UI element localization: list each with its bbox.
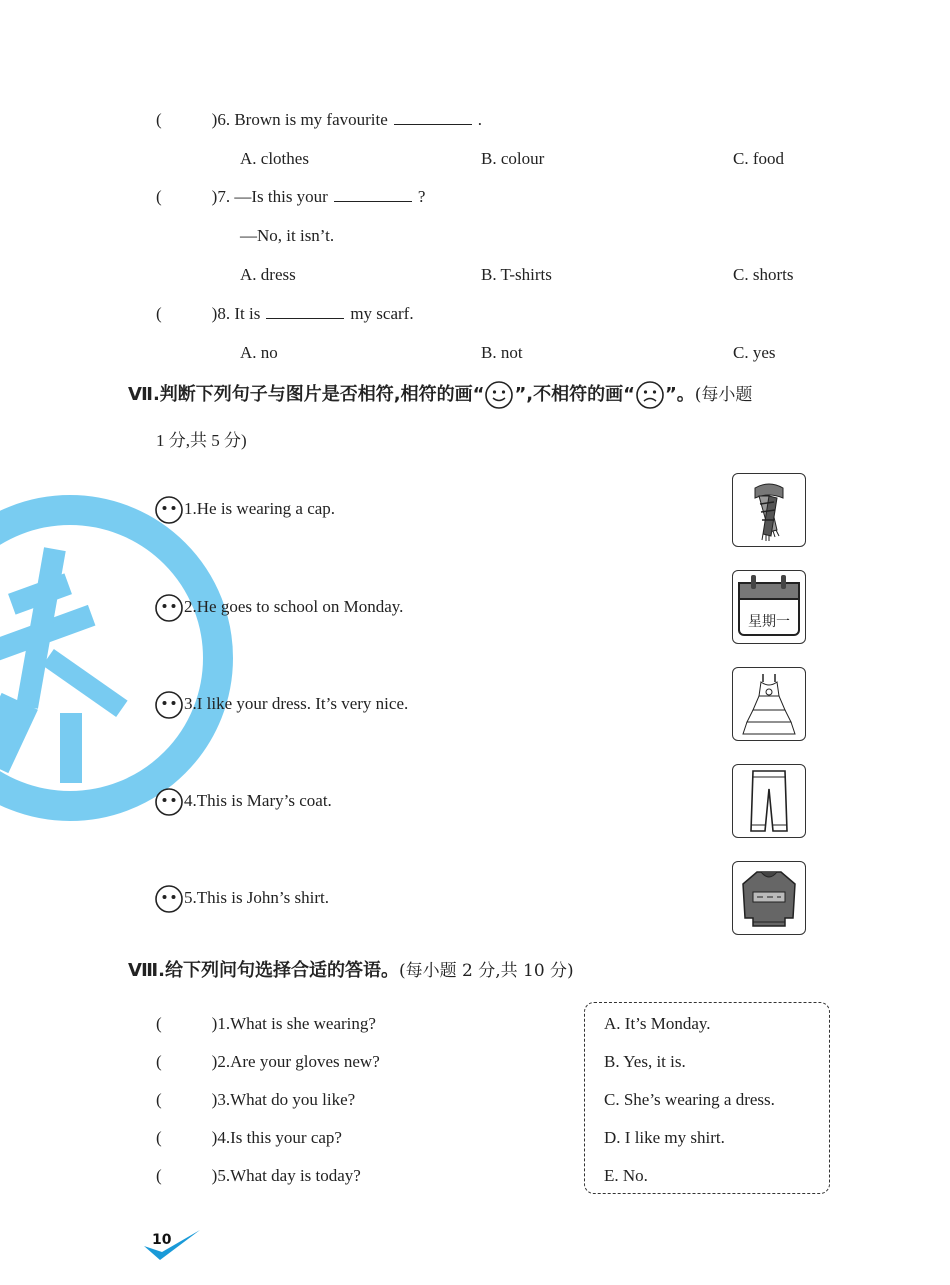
section-title: 判断下列句子与图片是否相符,相符的画“ [159,384,485,405]
section-numeral: Ⅷ. [128,960,165,981]
option-a[interactable]: A. no [240,343,278,362]
calendar-label: 星期一 [748,614,790,630]
blank-face-icon[interactable] [154,495,184,525]
sweater-image [732,861,806,935]
option-b[interactable]: B. T-shirts [481,265,552,284]
item-number: 1. [184,498,197,518]
option-b[interactable]: B. colour [481,149,545,168]
score-note: (每小题 2 分,共 10 分) [398,961,574,981]
answer-paren-open[interactable]: ( [156,187,162,206]
answer-option-a[interactable]: A. It’s Monday. [604,1014,711,1033]
item-text: I like your dress. It’s very nice. [196,693,409,713]
option-a[interactable]: A. dress [240,265,296,284]
fill-blank[interactable] [266,304,344,319]
question-7: ( )7. —Is this your ? [156,187,426,206]
judge-item-1 [154,495,335,525]
answer-option-e[interactable]: E. No. [604,1166,648,1185]
option-c[interactable]: C. shorts [733,265,794,284]
answer-option-d[interactable]: D. I like my shirt. [604,1128,725,1147]
match-question-3: ( )3.What do you like? [156,1090,356,1109]
sad-face-icon [635,380,665,410]
item-text: He is wearing a cap. [196,498,336,518]
question-number: 7. [217,187,231,206]
watermark-logo [0,488,250,828]
question-text: —Is this your [234,187,328,206]
option-b[interactable]: B. not [481,343,523,362]
answer-paren-open[interactable]: ( [156,304,162,323]
question-number: 5. [217,1166,231,1185]
fill-blank[interactable] [334,187,412,202]
question-text: Brown is my favourite [234,110,388,129]
question-text: It is [234,304,261,323]
match-question-4: ( )4.Is this your cap? [156,1128,342,1147]
option-c[interactable]: C. yes [733,343,776,362]
answer-paren-open[interactable]: ( [156,1014,162,1033]
answer-paren-open[interactable]: ( [156,1090,162,1109]
blank-face-icon[interactable] [154,593,184,623]
item-text: This is John’s shirt. [196,887,329,907]
scarf-image [732,473,806,547]
option-c[interactable]: C. food [733,149,784,168]
dress-image [732,667,806,741]
page-number: 10 [152,1232,172,1248]
question-6: ( )6. Brown is my favourite . [156,110,483,129]
option-a[interactable]: A. clothes [240,149,309,168]
trousers-image [732,764,806,838]
item-text: This is Mary’s coat. [196,790,332,810]
dialogue-reply: —No, it isn’t. [240,226,335,245]
answer-paren-open[interactable]: ( [156,110,162,129]
blank-face-icon[interactable] [154,884,184,914]
item-number: 4. [184,790,197,810]
question-number: 6. [217,110,231,129]
section-7-heading: Ⅶ.判断下列句子与图片是否相符,相符的画“ ”,不相符的画“ ”。(每小题 [128,380,888,410]
judge-item-4 [154,787,332,817]
question-number: 2. [217,1052,231,1071]
judge-item-3 [154,690,408,720]
question-number: 8. [217,304,231,323]
question-text: What day is today? [230,1166,361,1185]
question-number: 3. [217,1090,231,1109]
section-title: 给下列问句选择合适的答语。 [164,960,399,981]
calendar-image [732,570,806,644]
smile-face-icon [484,380,514,410]
question-text: What do you like? [230,1090,356,1109]
question-8: ( )8. It is my scarf. [156,304,414,323]
judge-item-5 [154,884,329,914]
question-text: Are your gloves new? [230,1052,380,1071]
answer-paren-open[interactable]: ( [156,1166,162,1185]
judge-item-2 [154,593,403,623]
blank-face-icon[interactable] [154,787,184,817]
item-number: 2. [184,596,197,616]
match-question-5: ( )5.What day is today? [156,1166,361,1185]
fill-blank[interactable] [394,110,472,125]
question-number: 1. [217,1014,231,1033]
score-note: (每小题 [694,385,753,405]
blank-face-icon[interactable] [154,690,184,720]
question-number: 4. [217,1128,231,1147]
item-number: 3. [184,693,197,713]
section-numeral: Ⅶ. [128,384,160,405]
answer-option-b[interactable]: B. Yes, it is. [604,1052,686,1071]
item-number: 5. [184,887,197,907]
question-text: Is this your cap? [230,1128,342,1147]
score-note-continued: 1 分,共 5 分) [156,431,247,450]
answer-option-c[interactable]: C. She’s wearing a dress. [604,1090,775,1109]
item-text: He goes to school on Monday. [196,596,404,616]
question-text: What is she wearing? [230,1014,376,1033]
match-question-1: ( )1.What is she wearing? [156,1014,376,1033]
match-question-2: ( )2.Are your gloves new? [156,1052,380,1071]
answer-paren-open[interactable]: ( [156,1052,162,1071]
section-8-heading [128,956,574,982]
answer-paren-open[interactable]: ( [156,1128,162,1147]
